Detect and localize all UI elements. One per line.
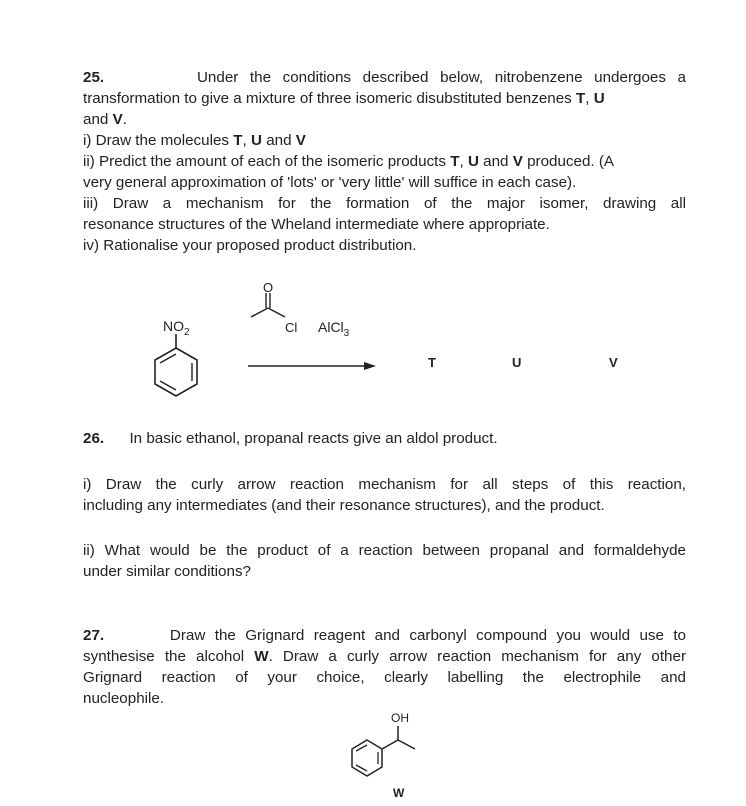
q25-part-ii-cont: very general approximation of 'lots' or 'very little' will suffice in each case). <box>83 174 577 191</box>
q25-part-iii: iii) Draw a mechanism for the formation of the major isomer, drawing all <box>83 195 686 212</box>
q25-line-1 <box>83 67 686 88</box>
product-U: U <box>512 355 522 370</box>
q26-part-i: i) Draw the curly arrow reaction mechanism for all steps of this reaction, including any intermediates (and their resonance structures), and the product. <box>83 476 686 514</box>
q26-intro-line: 26. In basic ethanol, propanal reacts give an aldol product. <box>83 430 498 447</box>
q27-line-4: nucleophile. <box>83 690 165 707</box>
q25-line-3: and V. <box>83 111 127 128</box>
compound-w-label: W <box>393 786 405 800</box>
q27-line-1: 27. Draw the Grignard reagent and carbonyl compound you would use to <box>83 627 687 644</box>
carbonyl-oxygen: O <box>263 280 274 295</box>
q27-number: 27. <box>83 627 105 644</box>
hydroxyl-label: OH <box>391 711 409 725</box>
reaction-arrow <box>248 362 376 370</box>
question-25 <box>83 67 686 256</box>
q25-part-i: i) Draw the molecules T, U and V <box>83 132 306 149</box>
reaction-scheme <box>0 280 746 400</box>
catalyst-label: AlCl$_3$ <box>318 319 350 339</box>
q25-part-iii-cont: resonance structures of the Wheland intermediate where appropriate. <box>83 216 550 233</box>
q27-line-3: Grignard reaction of your choice, clearly labelling the electrophile and <box>83 669 686 686</box>
chloride-label: Cl <box>285 320 298 335</box>
q25-number: 25. <box>83 69 105 86</box>
alcohol-w-structure <box>330 706 440 806</box>
nitrobenzene-structure <box>155 318 197 396</box>
q25-part-ii: ii) Predict the amount of each of the isomeric products T, U and V produced. (A <box>83 153 615 170</box>
q26-number: 26. <box>83 430 105 447</box>
q26-part-ii: ii) What would be the product of a reaction between propanal and formaldehyde under similar conditions? <box>83 542 686 580</box>
q25-part-iv: iv) Rationalise your proposed product distribution. <box>83 237 417 254</box>
question-26 <box>83 428 686 449</box>
question-27 <box>83 625 686 709</box>
q25-line-2: transformation to give a mixture of three isomeric disubstituted benzenes T, U <box>83 90 605 107</box>
q25-intro: Under the conditions described below, nitrobenzene undergoes a <box>196 69 686 86</box>
acyl-chloride-structure <box>251 280 297 335</box>
q27-line-2: synthesise the alcohol W. Draw a curly arrow reaction mechanism for any other <box>83 648 686 665</box>
product-T: T <box>428 355 436 370</box>
nitro-label: $NO_2$ <box>163 318 190 338</box>
product-V: V <box>609 355 618 370</box>
